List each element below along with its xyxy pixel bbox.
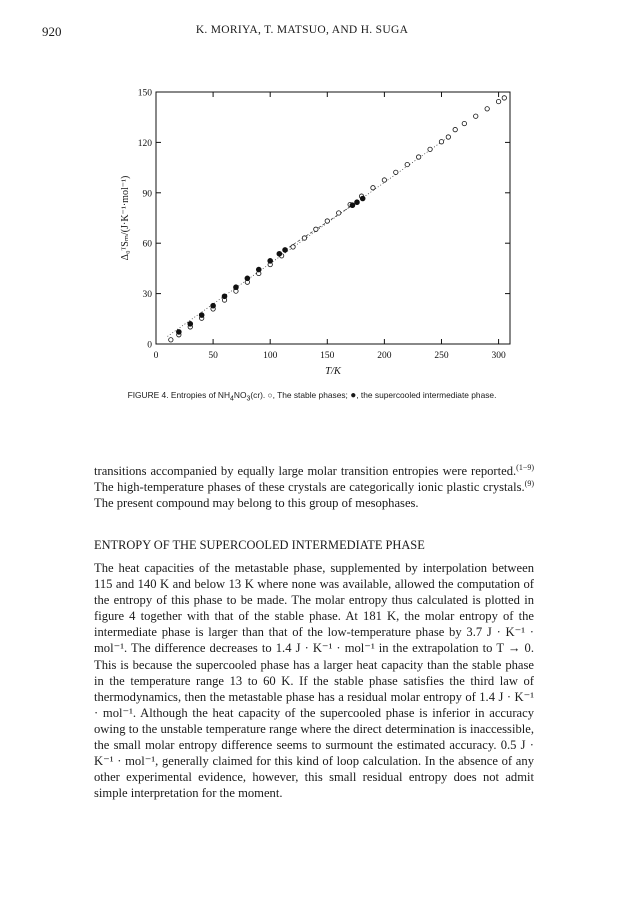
supercooled-phase-point xyxy=(234,285,239,290)
stable-phase-point xyxy=(502,96,506,100)
page-header xyxy=(42,24,562,40)
supercooled-phase-point xyxy=(199,313,204,318)
supercooled-phase-point xyxy=(222,294,227,299)
paragraph1-part3: The present compound may belong to this group of mesophases. xyxy=(94,496,419,511)
caption-sub-4: 4 xyxy=(230,395,234,403)
stable-phase-point xyxy=(485,107,489,111)
supercooled-phase-point xyxy=(277,251,282,256)
y-axis-label: Δ₀ᵀSₘ/(J·K⁻¹·mol⁻¹) xyxy=(120,175,131,261)
caption-mid: NO xyxy=(233,390,247,400)
stable-phase-point xyxy=(439,140,443,144)
running-head: K. MORIYA, T. MATSUO, AND H. SUGA xyxy=(195,24,409,36)
supercooled-phase-point xyxy=(176,330,181,335)
supercooled-phase-point xyxy=(350,203,355,208)
stable-phase-point xyxy=(462,121,466,125)
stable-phase-point xyxy=(325,219,329,223)
caption-end: , the supercooled intermediate phase. xyxy=(356,390,497,400)
stable-phase-point xyxy=(337,211,341,215)
filled-circle-symbol: ● xyxy=(350,390,357,401)
stable-phase-point xyxy=(405,162,409,166)
caption-rest: (cr). ○, The stable phases; xyxy=(250,390,351,400)
y-tick-label: 90 xyxy=(142,189,152,200)
supercooled-phase-point xyxy=(188,321,193,326)
stable-phase-point xyxy=(496,99,500,103)
x-tick-label: 300 xyxy=(491,351,506,361)
reference-9: (9) xyxy=(524,478,534,488)
paragraph1-part2: The high-temperature phases of these crystals are categorically ionic plastic crystals. xyxy=(94,480,525,495)
reference-1-9: (1−9) xyxy=(516,462,534,472)
x-tick-label: 0 xyxy=(153,351,159,361)
stable-phase-point xyxy=(314,227,318,231)
x-tick-label: 100 xyxy=(263,351,278,361)
supercooled-phase-point xyxy=(355,200,360,205)
y-tick-label: 150 xyxy=(137,88,152,99)
stable-phase-point xyxy=(428,147,432,151)
stable-phase-point xyxy=(394,170,398,174)
y-tick-label: 120 xyxy=(137,138,152,149)
paragraph-transitions xyxy=(94,463,534,511)
section-heading: ENTROPY OF THE SUPERCOOLED INTERMEDIATE PHASE xyxy=(94,538,425,552)
stable-phase-point xyxy=(453,127,457,131)
paragraph1-part1: transitions accompanied by equally large molar transition entropies were reported. xyxy=(94,464,517,478)
stable-phase-point xyxy=(302,236,306,240)
caption-sub-3: 3 xyxy=(246,395,251,403)
stable-phase-point xyxy=(474,114,478,118)
stable-phase-point xyxy=(169,338,173,342)
stable-phase-point xyxy=(446,135,450,139)
supercooled-phase-point xyxy=(268,258,273,263)
supercooled-phase-point xyxy=(360,196,365,201)
y-tick-label: 0 xyxy=(147,340,152,351)
x-tick-label: 50 xyxy=(208,351,218,361)
supercooled-phase-point xyxy=(245,276,250,281)
supercooled-phase-point xyxy=(211,303,216,308)
entropy-chart xyxy=(100,82,520,382)
supercooled-phase-point xyxy=(256,267,261,272)
supercooled-phase-point xyxy=(283,248,288,253)
stable-phase-point xyxy=(416,155,420,159)
stable-phase-point xyxy=(291,245,295,249)
x-tick-label: 150 xyxy=(320,351,335,361)
caption-label: FIGURE 4. Entropies of NH xyxy=(127,390,230,400)
y-tick-label: 60 xyxy=(142,239,152,250)
paragraph-entropy: The heat capacities of the metastable phase, supplemented by interpolation between 115 and 140 K and below 13 K where none was available, allowed the computation of the entropy of this phase to be made. The molar entropy thus calculated is plotted in figure 4 together with that of the stable phase. At 181 K, the molar entropy of the intermediate phase is larger than that of the low-temperature phase by 3.7 J · K⁻¹ · mol⁻¹. The difference decreases to 1.4 J · K⁻¹ · mol⁻¹ in the extrapolation to T → 0. This is because the supercooled phase has a larger heat capacity than the stable phase in the temperature range 13 to 60 K. If the stable phase satisfies the third law of thermodynamics, then the metastable phase has a residual molar entropy of 1.4 J · K⁻¹ · mol⁻¹. Although the heat capacity of the supercooled phase is inferior in accuracy owing to the unstable temperature range where the direct determination is inaccessible, the small molar entropy difference seems to surmount the estimated accuracy. 0.5 J · K⁻¹ · mol⁻¹, generally claimed for this kind of loop calculation. In the absence of any other experimental evidence, however, this small residual entropy does not admit simple interpretation for the moment. xyxy=(94,561,534,801)
y-tick-label: 30 xyxy=(142,290,152,301)
page-number: 920 xyxy=(42,24,62,39)
stable-phase-point xyxy=(382,178,386,182)
guide-line-dashed xyxy=(285,205,352,250)
x-axis-label: T/K xyxy=(325,366,341,377)
stable-phase-point xyxy=(371,186,375,190)
x-tick-label: 200 xyxy=(377,351,392,361)
figure-caption xyxy=(20,390,604,403)
x-tick-label: 250 xyxy=(434,351,449,361)
